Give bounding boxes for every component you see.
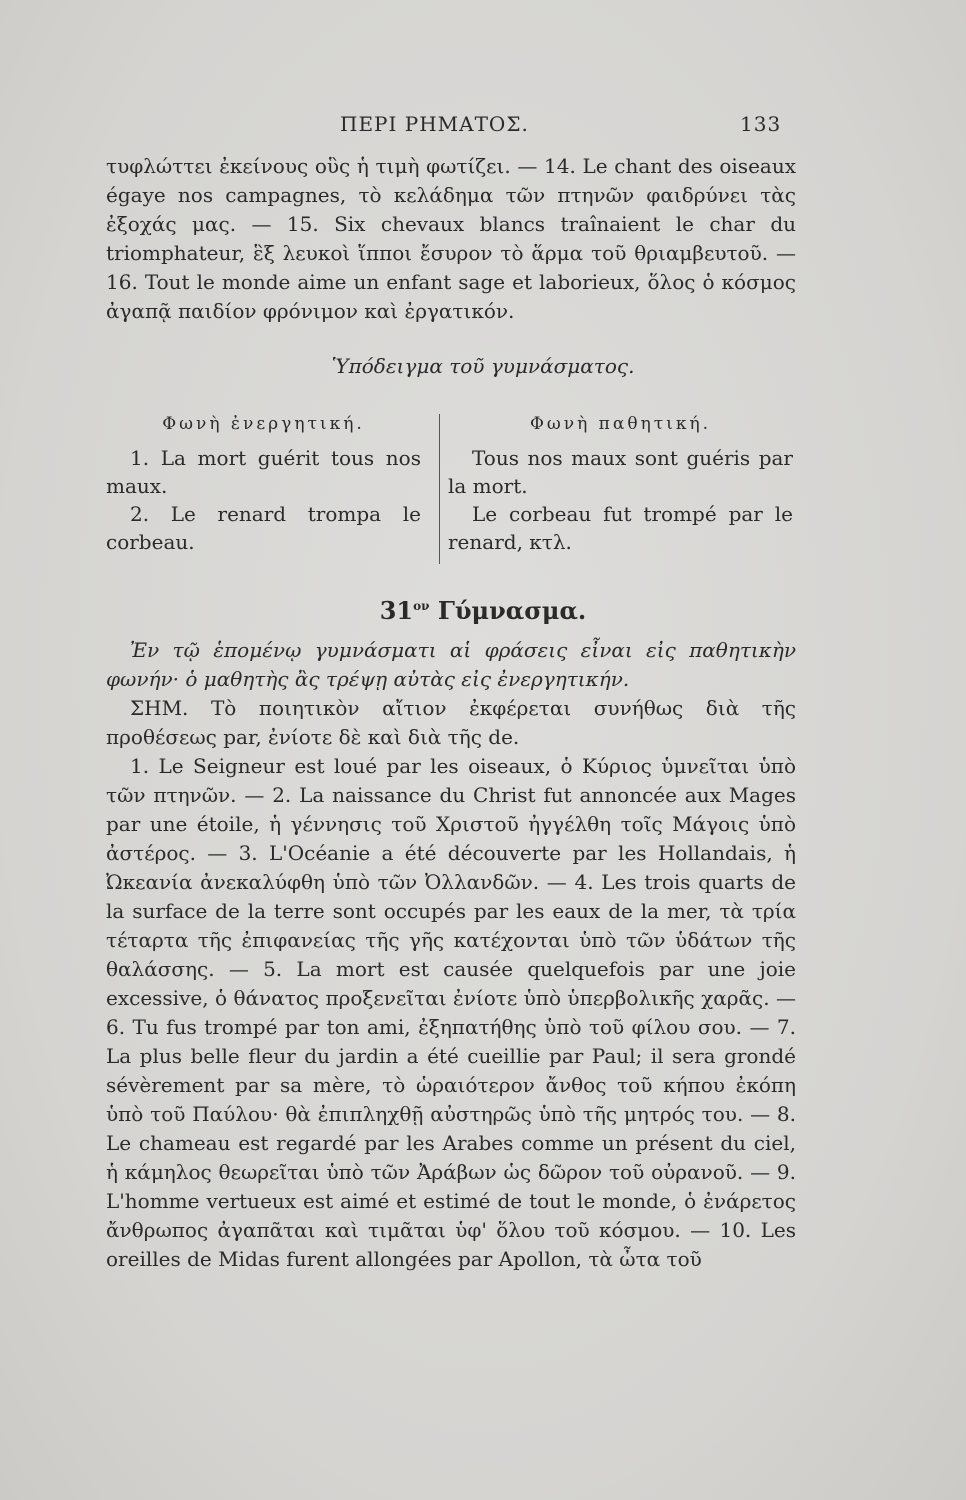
active-voice-heading: Φωνὴ ἐνεργητική. <box>162 414 365 434</box>
exercise-note: ΣΗΜ. Τὸ ποιητικὸν αἴτιον ἐκφέρεται συνήθως διὰ τῆς προθέσεως par, ἐνίοτε δὲ καὶ διὰ τῆς de. <box>106 696 796 749</box>
section-ordinal: ον <box>413 599 430 613</box>
passive-item: Le corbeau fut trompé par le renard, κτλ. <box>448 502 793 554</box>
active-voice-column <box>106 410 421 556</box>
exercise-text: 1. Le Seigneur est loué par les oiseaux, ὁ Κύριος ὑμνεῖται ὑπὸ τῶν πτηνῶν. — 2. La naissance du Christ fut annoncée aux Mages par une étoile, ἡ γέννησις τοῦ Χριστοῦ ἠγγέλθη τοῖς Μάγοις ὑπὸ ἀστέρος. — 3. L'Océanie a été découverte par les Hollandais, ἡ Ὠκεανία ἀνεκαλύφθη ὑπὸ τῶν Ὀλλανδῶν. — 4. Les trois quarts de la surface de la terre sont occupés par les eaux de la mer, τὰ τρία τέταρτα τῆς ἐπιφανείας τῆς γῆς κατέχονται ὑπὸ τῶν ὑδάτων τῆς θαλάσσης. — 5. La mort est causée quelquefois par une joie excessive, ὁ θάνατος προξενεῖται ἐνίοτε ὑπὸ ὑπερβολικῆς χαρᾶς. — 6. Tu fus trompé par ton ami, ἐξηπατήθης ὑπὸ τοῦ φίλου σου. — 7. La plus belle fleur du jardin a été cueillie par Paul; il sera grondé sévèrement par sa mère, τὸ ὡραιότερον ἄνθος τοῦ κήπου ἐκόπη ὑπὸ τοῦ Παύλου· θὰ ἐπιπληχθῇ αὐστηρῶς ὑπὸ τῆς μητρός του. — 8. Le chameau est regardé par les Arabes comme un présent du ciel, ἡ κάμηλος θεωρεῖται ὑπὸ τῶν Ἀράβων ὡς δῶρον τοῦ οὐρανοῦ. — 9. L'homme vertueux est aimé et estimé de tout le monde, ὁ ἐνάρετος ἄνθρωπος ἀγαπᾶται καὶ τιμᾶται ὑφ' ὅλου τοῦ κόσμου. — 10. Les oreilles de Midas furent allongées par Apollon, τὰ ὦτα τοῦ <box>106 754 796 1271</box>
exercise-intro: Ἐν τῷ ἑπομένῳ γυμνάσματι αἱ φράσεις εἶναι εἰς παθητικὴν φωνήν· ὁ μαθητὴς ἂς τρέψῃ αὐτὰς εἰς ἐνεργητικήν. <box>106 638 796 691</box>
passive-voice-column <box>448 410 793 556</box>
paragraph-text: τυφλώττει ἐκείνους οὓς ἡ τιμὴ φωτίζει. — 14. Le chant des oiseaux égaye nos campagnes, τὸ κελάδημα τῶν πτηνῶν φαιδρύνει τὰς ἐξοχάς μας. — 15. Six chevaux blancs traînaient le char du triomphateur, ἓξ λευκοὶ ἵπποι ἔσυρον τὸ ἅρμα τοῦ θριαμβευτοῦ. — 16. Tout le monde aime un enfant sage et laborieux, ὅλος ὁ κόσμος ἀγαπᾷ παιδίον φρόνιμον καὶ ἐργατικόν. <box>106 154 796 323</box>
running-title: ΠΕΡΙ ΡΗΜΑΤΟΣ. <box>340 112 529 136</box>
page-number: 133 <box>740 112 782 136</box>
column-divider <box>439 414 440 564</box>
passive-voice-heading: Φωνὴ παθητική. <box>529 414 712 434</box>
paragraph-continued <box>106 152 796 326</box>
active-item: 2. Le renard trompa le corbeau. <box>106 502 421 554</box>
active-item: 1. La mort guérit tous nos maux. <box>106 446 421 498</box>
example-heading: Ὑπόδειγμα τοῦ γυμνάσματος. <box>331 354 635 378</box>
passive-item: Tous nos maux sont guéris par la mort. <box>448 446 793 498</box>
section-title: Γύμνασμα. <box>437 596 587 625</box>
exercise-body <box>106 636 796 1274</box>
voice-columns <box>106 410 796 570</box>
section-heading <box>0 596 966 625</box>
section-number: 31 <box>379 596 414 625</box>
